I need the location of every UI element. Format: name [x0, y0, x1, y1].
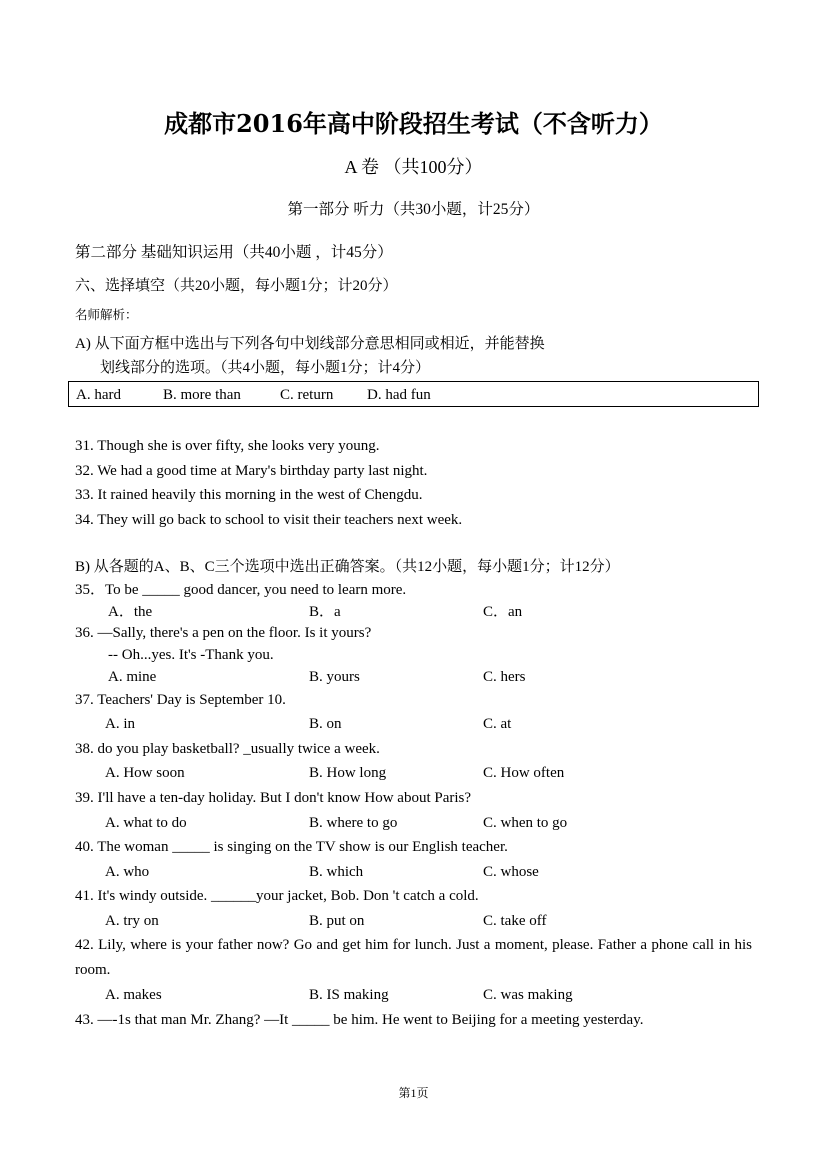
paper-subtitle: A 卷 （共100分）	[344, 157, 483, 177]
sentence-31: 31. Though she is over fifty, she looks very young.	[75, 438, 380, 454]
option-b: B. more than	[163, 387, 241, 403]
question-38-choice-a: A. How soon	[105, 765, 185, 781]
section6-heading: 六、选择填空（共20小题，每小题1分；计20分）	[75, 278, 398, 294]
page-number: 第1页	[398, 1086, 429, 1100]
question-38-choice-b: B. How long	[309, 765, 387, 781]
question-36-stem2: -- Oh...yes. It's -Thank you.	[108, 647, 274, 663]
question-37-choice-b: B. on	[309, 716, 342, 732]
question-41-choice-b: B. put on	[309, 913, 365, 929]
question-36-stem: 36. —Sally, there's a pen on the floor. Is it yours?	[75, 625, 372, 641]
question-42-choice-c: C. was making	[483, 987, 573, 1003]
question-39-choice-a: A. what to do	[105, 815, 187, 831]
question-37-choice-a: A. in	[105, 716, 135, 732]
question-37-stem: 37. Teachers' Day is September 10.	[75, 692, 286, 708]
question-36-choice-c: C. hers	[483, 669, 526, 685]
option-d: D. had fun	[367, 387, 431, 403]
question-41-choice-c: C. take off	[483, 913, 547, 929]
option-a: A. hard	[76, 387, 121, 403]
partA-instruction-line2: 划线部分的选项。（共4小题，每小题1分；计4分）	[100, 360, 431, 376]
question-40-choice-b: B. which	[309, 864, 364, 880]
part2-heading: 第二部分 基础知识运用（共40小题 ，计45分）	[75, 244, 393, 261]
question-37-choice-c: C. at	[483, 716, 512, 732]
question-40-choice-c: C. whose	[483, 864, 539, 880]
question-38-stem: 38. do you play basketball? _usually twice a week.	[75, 741, 380, 757]
question-43-stem: 43. —-1s that man Mr. Zhang? —It _____ be him. He went to Beijing for a meeting yesterday.	[75, 1012, 644, 1028]
question-39-choice-c: C. when to go	[483, 815, 568, 831]
part1-heading: 第一部分 听力（共30小题，计25分）	[287, 201, 540, 218]
question-35-choice-a: A．the	[108, 604, 153, 620]
teacher-note-label: 名师解析：	[75, 308, 138, 322]
question-35-choice-b: B．a	[309, 604, 341, 620]
sentence-34: 34. They will go back to school to visit their teachers next week.	[75, 512, 463, 528]
question-42-stem: 42. Lily, where is your father now? Go and get him for lunch. Just a moment, please. Father a phone call in his room.	[75, 937, 752, 978]
partA-instruction-line1: A) 从下面方框中选出与下列各句中划线部分意思相同或相近，并能替换	[75, 336, 545, 352]
question-36-choice-b: B. yours	[309, 669, 360, 685]
option-c: C. return	[280, 387, 334, 403]
question-42-choice-b: B. IS making	[309, 987, 389, 1003]
question-35-choice-c: C．an	[483, 604, 523, 620]
question-41-choice-a: A. try on	[105, 913, 159, 929]
question-42-choice-a: A. makes	[105, 987, 162, 1003]
question-38-choice-c: C. How often	[483, 765, 565, 781]
question-39-choice-b: B. where to go	[309, 815, 398, 831]
question-39-stem: 39. I'll have a ten-day holiday. But I don't know How about Paris?	[75, 790, 472, 806]
sentence-32: 32. We had a good time at Mary's birthday party last night.	[75, 463, 428, 479]
question-40-stem: 40. The woman _____ is singing on the TV show is our English teacher.	[75, 839, 508, 855]
sentence-33: 33. It rained heavily this morning in the west of Chengdu.	[75, 487, 423, 503]
question-41-stem: 41. It's windy outside. ______your jacket, Bob. Don 't catch a cold.	[75, 888, 479, 904]
partB-instruction: B) 从各题的A、B、C三个选项中选出正确答案。（共12小题，每小题1分；计12分）	[75, 559, 620, 575]
page-title: 成都市2016年高中阶段招生考试（不含听力）	[164, 109, 663, 138]
options-box	[68, 381, 759, 407]
question-36-choice-a: A. mine	[108, 669, 157, 685]
question-35-stem: 35．To be _____ good dancer, you need to learn more.	[75, 582, 407, 598]
question-40-choice-a: A. who	[105, 864, 150, 880]
